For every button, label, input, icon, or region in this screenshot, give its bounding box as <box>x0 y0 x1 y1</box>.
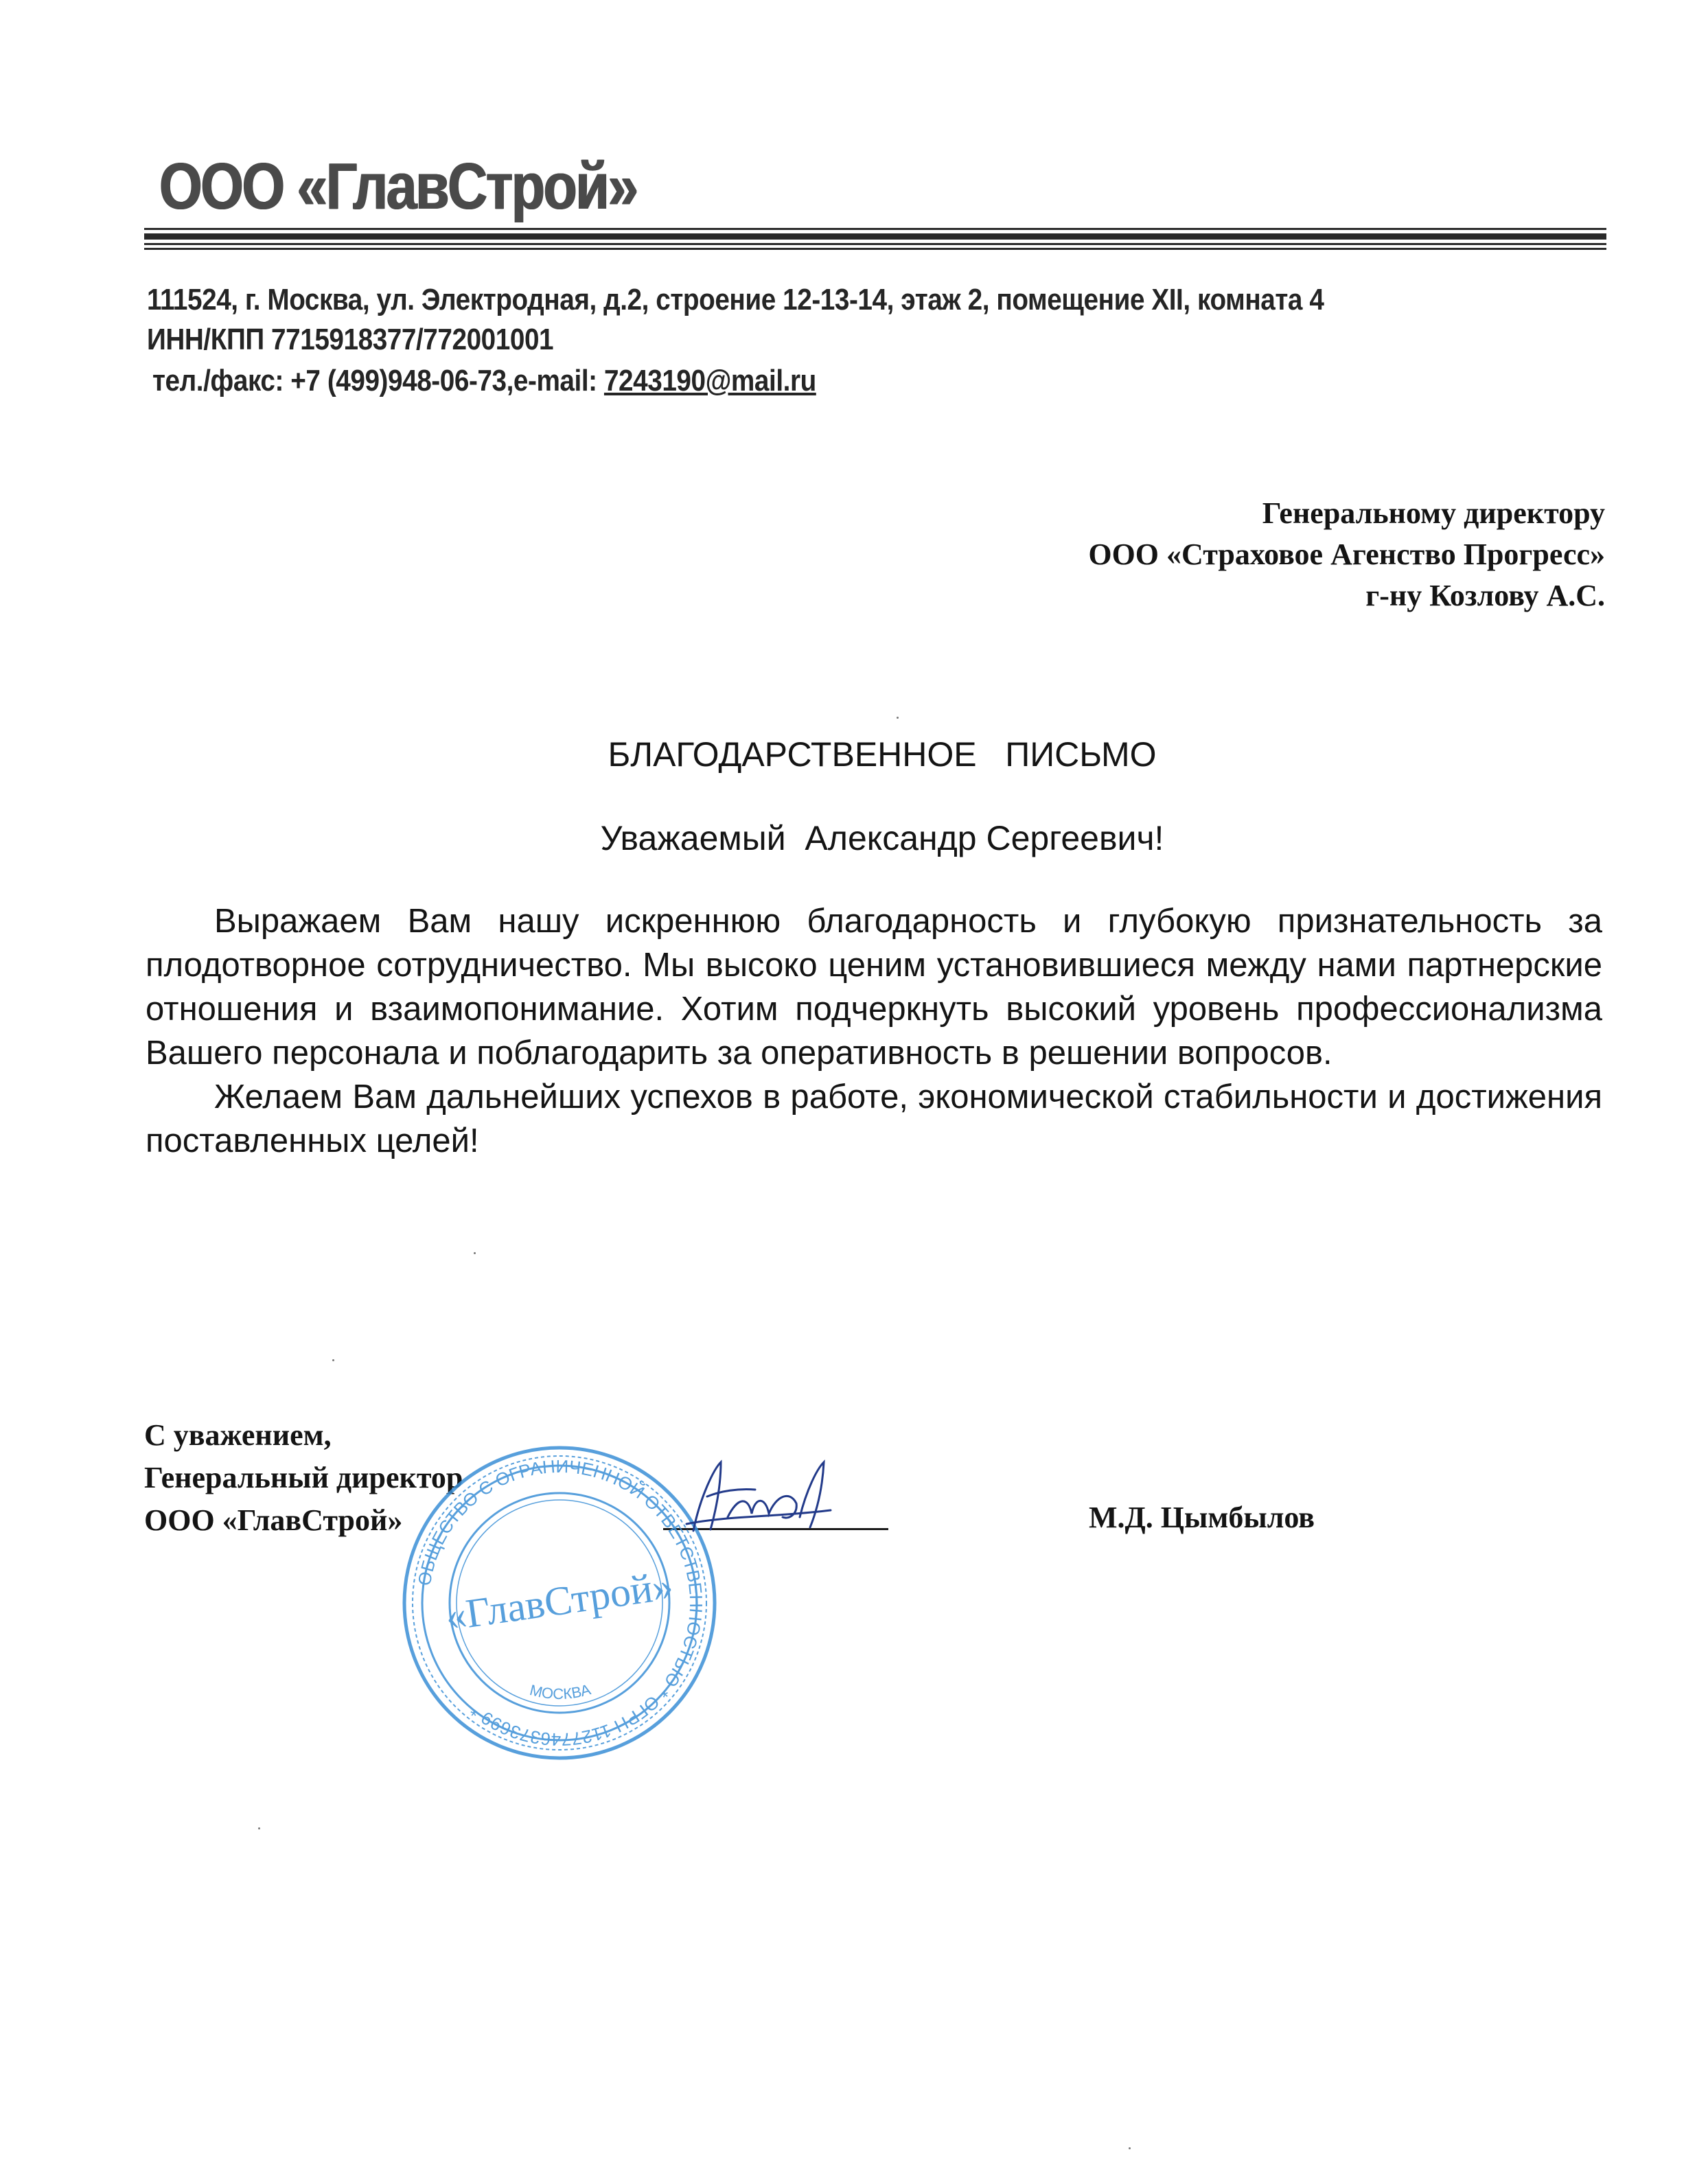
letter-paragraph-1: Выражаем Вам нашу искреннюю благодарность и глубокую признательность за плодотворное сотрудничество. Мы высоко ценим установившиеся между нами партнерские отношения и взаимопонимание. Хотим подчеркнуть высокий уровень профессионализма Вашего персонала и поблагодарить за оперативность в решении вопросов. <box>146 903 1602 1072</box>
signer-name: М.Д. Цымбылов <box>1089 1501 1315 1534</box>
phone-fax-text: тел./факс: +7 (499)948-06-73,e-mail: <box>152 364 604 397</box>
scan-speck <box>332 1359 334 1361</box>
handwritten-signature <box>618 1448 851 1545</box>
letterhead-rule-bottom <box>144 248 1606 250</box>
letter-paragraph-2: Желаем Вам дальнейших успехов в работе, экономической стабильности и достижения поставленных целей! <box>146 1078 1602 1159</box>
stamp-ring-text: ОБЩЕСТВО С ОГРАНИЧЕННОЙ ОТВЕТСТВЕННОСТЬЮ * ОГРН 1127746373699 * <box>413 1455 707 1750</box>
letter-salutation: Уважаемый Александр Сергеевич! <box>600 819 1164 857</box>
letterhead-address: 111524, г. Москва, ул. Электродная, д.2, строение 12-13-14, этаж 2, помещение XII, комната 4 <box>147 283 1324 316</box>
addressee-block <box>1088 493 1605 616</box>
closing-regards: С уважением, <box>144 1418 332 1452</box>
addressee-name: г-ну Козлову А.С. <box>1365 579 1605 612</box>
addressee-organization: ООО «Страховое Агенство Прогресс» <box>1088 538 1605 571</box>
letterhead-rule-lower <box>144 243 1606 245</box>
closing-position: Генеральный директор <box>144 1461 463 1494</box>
letterhead-inn-kpp: ИНН/КПП 7715918377/772001001 <box>147 323 554 356</box>
addressee-position: Генеральному директору <box>1262 496 1605 530</box>
stamp-bottom-text: МОСКВА <box>528 1680 593 1703</box>
letterhead-rule-main <box>144 233 1606 240</box>
letterhead-company-name: ООО «ГлавСтрой» <box>159 150 637 223</box>
closing-company: ООО «ГлавСтрой» <box>144 1503 403 1537</box>
letter-title: БЛАГОДАРСТВЕННОЕ ПИСЬМО <box>608 735 1157 774</box>
letterhead-contacts <box>152 361 816 401</box>
scan-speck <box>474 1252 476 1254</box>
email-link[interactable]: 7243190@mail.ru <box>603 364 816 397</box>
letter-body <box>146 899 1602 1163</box>
scan-speck <box>1129 2147 1131 2149</box>
scan-speck <box>897 717 899 719</box>
letterhead-rule-top <box>144 228 1606 230</box>
scan-speck <box>258 1827 260 1829</box>
stamp-center-text: «ГлавСтрой» <box>442 1562 676 1639</box>
